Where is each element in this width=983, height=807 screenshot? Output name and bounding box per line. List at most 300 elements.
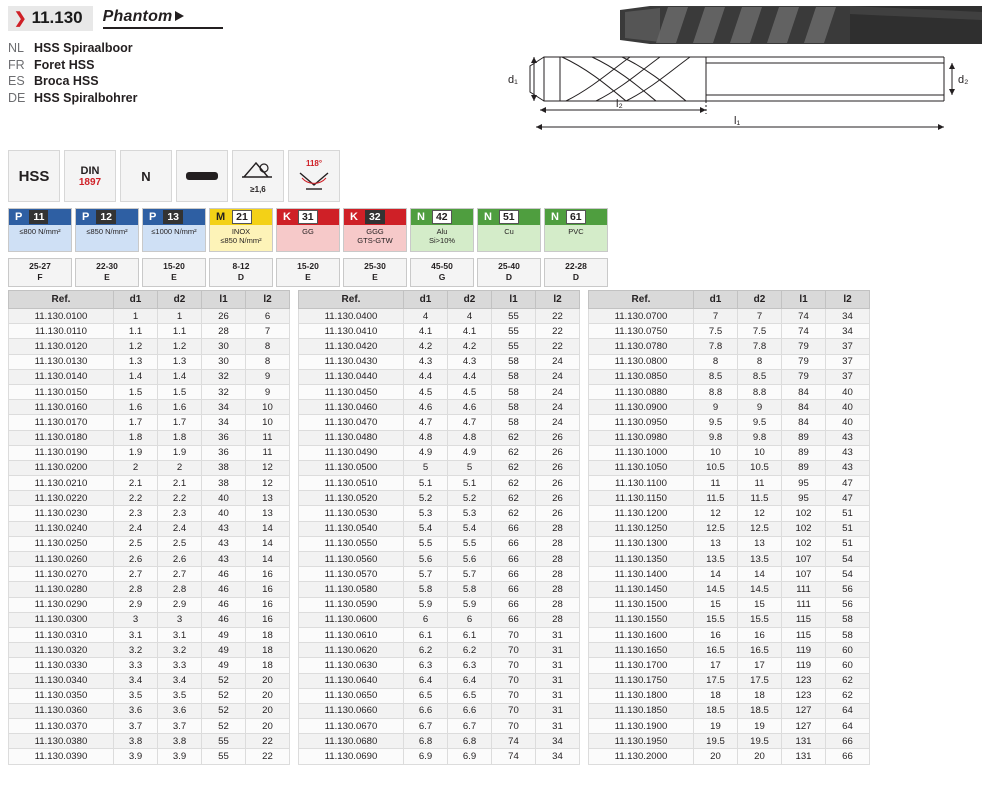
- table-row[interactable]: [589, 400, 870, 415]
- cell-d1: 14: [694, 567, 738, 582]
- cell-d2: 8: [738, 354, 782, 369]
- material-top: [344, 209, 406, 225]
- table-row[interactable]: [9, 673, 290, 688]
- cell-l2: 11: [246, 430, 290, 445]
- cell-d2: 3.8: [158, 734, 202, 749]
- cell-l1: 70: [492, 688, 536, 703]
- table-row[interactable]: [9, 430, 290, 445]
- table-row[interactable]: [9, 749, 290, 764]
- cell-l2: 16: [246, 597, 290, 612]
- cell-l1: 119: [782, 643, 826, 658]
- material-letter: P: [82, 211, 90, 223]
- cell-d2: 2: [158, 460, 202, 475]
- table-row[interactable]: [299, 688, 580, 703]
- table-row[interactable]: [589, 658, 870, 673]
- cell-d1: 19.5: [694, 734, 738, 749]
- cell-l2: 6: [246, 309, 290, 324]
- cell-ref: 11.130.0360: [9, 703, 114, 718]
- cell-l2: 28: [536, 521, 580, 536]
- cell-l1: 34: [202, 400, 246, 415]
- table-row[interactable]: [9, 384, 290, 399]
- cell-l1: 38: [202, 460, 246, 475]
- cell-d1: 8.8: [694, 384, 738, 399]
- cell-d2: 5.8: [448, 582, 492, 597]
- table-row[interactable]: [299, 749, 580, 764]
- cell-ref: 11.130.0320: [9, 643, 114, 658]
- cell-l1: 70: [492, 643, 536, 658]
- cell-ref: 11.130.1250: [589, 521, 694, 536]
- table-header-row: [299, 291, 580, 309]
- table-row[interactable]: [589, 339, 870, 354]
- table-row[interactable]: [9, 627, 290, 642]
- cell-l1: 74: [782, 309, 826, 324]
- table-row[interactable]: [589, 749, 870, 764]
- material-letter: N: [484, 211, 492, 223]
- cell-d2: 4.5: [448, 384, 492, 399]
- speed-letter: F: [37, 272, 43, 282]
- din-icon-label: DIN: [80, 164, 100, 177]
- material-line2: GTS-GTW: [357, 236, 393, 245]
- cell-d1: 6.9: [404, 749, 448, 764]
- cell-d1: 2.6: [114, 552, 158, 567]
- cell-d1: 11.5: [694, 491, 738, 506]
- cell-l2: 37: [826, 354, 870, 369]
- cell-d1: 1.1: [114, 324, 158, 339]
- table-row[interactable]: [589, 354, 870, 369]
- table-row[interactable]: [299, 536, 580, 551]
- product-code-badge: [8, 6, 93, 31]
- cell-ref: 11.130.0250: [9, 536, 114, 551]
- cell-l1: 34: [202, 415, 246, 430]
- table-row[interactable]: [589, 369, 870, 384]
- cell-ref: 11.130.0620: [299, 643, 404, 658]
- table-row[interactable]: [299, 597, 580, 612]
- column-header-l2: l2: [246, 291, 290, 309]
- cell-d1: 5.4: [404, 521, 448, 536]
- cell-d1: 6.6: [404, 703, 448, 718]
- cell-l2: 54: [826, 567, 870, 582]
- table-row[interactable]: [589, 673, 870, 688]
- cell-ref: 11.130.1600: [589, 627, 694, 642]
- column-header-d1: d1: [114, 291, 158, 309]
- cell-l1: 46: [202, 567, 246, 582]
- table-row[interactable]: [9, 324, 290, 339]
- table-row[interactable]: [299, 582, 580, 597]
- table-row[interactable]: [299, 491, 580, 506]
- cell-l2: 24: [536, 369, 580, 384]
- cell-d2: 16.5: [738, 643, 782, 658]
- table-row[interactable]: [9, 536, 290, 551]
- cell-d2: 4.2: [448, 339, 492, 354]
- cell-d2: 4.3: [448, 354, 492, 369]
- table-row[interactable]: [9, 703, 290, 718]
- cell-ref: 11.130.0560: [299, 552, 404, 567]
- table-row[interactable]: [9, 597, 290, 612]
- speed-cell: [544, 258, 608, 287]
- column-header-ref: Ref.: [299, 291, 404, 309]
- cell-ref: 11.130.0600: [299, 612, 404, 627]
- material-letter: N: [417, 211, 425, 223]
- table-row[interactable]: [299, 324, 580, 339]
- table-row[interactable]: [589, 415, 870, 430]
- cell-l2: 26: [536, 506, 580, 521]
- cell-l1: 74: [782, 324, 826, 339]
- cell-ref: 11.130.0450: [299, 384, 404, 399]
- table-row[interactable]: [9, 339, 290, 354]
- table-row[interactable]: [299, 673, 580, 688]
- cell-d1: 16: [694, 627, 738, 642]
- brand-underline: [103, 27, 223, 29]
- cell-d2: 14.5: [738, 582, 782, 597]
- cell-l2: 20: [246, 703, 290, 718]
- material-group: [544, 208, 608, 252]
- table-row[interactable]: [9, 658, 290, 673]
- cell-d2: 12: [738, 506, 782, 521]
- cell-ref: 11.130.0550: [299, 536, 404, 551]
- cell-ref: 11.130.0160: [9, 400, 114, 415]
- cell-l2: 54: [826, 552, 870, 567]
- cell-l1: 32: [202, 384, 246, 399]
- material-line1: ≤1000 N/mm²: [151, 227, 197, 236]
- cell-ref: 11.130.0110: [9, 324, 114, 339]
- cell-d1: 3.5: [114, 688, 158, 703]
- speed-letter: E: [104, 272, 110, 282]
- cell-d1: 4: [404, 309, 448, 324]
- material-body: [277, 225, 339, 251]
- cell-l2: 22: [536, 339, 580, 354]
- table-row[interactable]: [299, 612, 580, 627]
- table-row[interactable]: [299, 400, 580, 415]
- cell-ref: 11.130.1900: [589, 719, 694, 734]
- table-row[interactable]: [299, 415, 580, 430]
- column-header-l2: l2: [826, 291, 870, 309]
- cell-ref: 11.130.1650: [589, 643, 694, 658]
- cell-d2: 2.5: [158, 536, 202, 551]
- cell-l2: 31: [536, 658, 580, 673]
- table-row[interactable]: [299, 476, 580, 491]
- speed-letter: E: [171, 272, 177, 282]
- cell-ref: 11.130.0430: [299, 354, 404, 369]
- cell-ref: 11.130.1100: [589, 476, 694, 491]
- cell-d2: 2.1: [158, 476, 202, 491]
- table-row[interactable]: [589, 506, 870, 521]
- table-row[interactable]: [589, 703, 870, 718]
- hss-icon: [8, 150, 60, 202]
- table-row[interactable]: [299, 658, 580, 673]
- cell-l1: 70: [492, 719, 536, 734]
- material-body: [210, 225, 272, 251]
- cell-l2: 60: [826, 643, 870, 658]
- cell-l1: 55: [202, 749, 246, 764]
- table-row[interactable]: [299, 719, 580, 734]
- table-row[interactable]: [9, 612, 290, 627]
- cell-d1: 4.6: [404, 400, 448, 415]
- column-header-d1: d1: [694, 291, 738, 309]
- brand-row: [103, 8, 223, 26]
- cell-ref: 11.130.0340: [9, 673, 114, 688]
- cell-l2: 24: [536, 415, 580, 430]
- cell-d1: 6.8: [404, 734, 448, 749]
- product-code: 11.130: [31, 8, 83, 27]
- cell-d2: 5.6: [448, 552, 492, 567]
- speed-letter: E: [305, 272, 311, 282]
- cell-ref: 11.130.1150: [589, 491, 694, 506]
- cell-l1: 119: [782, 658, 826, 673]
- cell-d2: 18: [738, 688, 782, 703]
- cell-l2: 66: [826, 734, 870, 749]
- lang-label: Broca HSS: [34, 74, 99, 88]
- cell-ref: 11.130.1050: [589, 460, 694, 475]
- cell-l2: 10: [246, 415, 290, 430]
- cell-d2: 8.8: [738, 384, 782, 399]
- cell-ref: 11.130.0520: [299, 491, 404, 506]
- cell-l1: 111: [782, 582, 826, 597]
- table-row[interactable]: [9, 688, 290, 703]
- cell-l2: 56: [826, 582, 870, 597]
- table-row[interactable]: [299, 445, 580, 460]
- cell-ref: 11.130.1850: [589, 703, 694, 718]
- cell-d1: 20: [694, 749, 738, 764]
- cell-l2: 43: [826, 430, 870, 445]
- cell-l1: 49: [202, 643, 246, 658]
- table-row[interactable]: [9, 369, 290, 384]
- cell-l2: 40: [826, 415, 870, 430]
- table-row[interactable]: [589, 612, 870, 627]
- material-number: 61: [566, 210, 586, 224]
- cell-d2: 1.7: [158, 415, 202, 430]
- table-row[interactable]: [9, 309, 290, 324]
- cell-ref: 11.130.1400: [589, 567, 694, 582]
- cell-ref: 11.130.1800: [589, 688, 694, 703]
- cell-d1: 9: [694, 400, 738, 415]
- cell-l1: 115: [782, 612, 826, 627]
- material-top: [545, 209, 607, 225]
- cell-l2: 64: [826, 703, 870, 718]
- table-row[interactable]: [589, 430, 870, 445]
- cell-d2: 13.5: [738, 552, 782, 567]
- table-row[interactable]: [589, 445, 870, 460]
- table-row[interactable]: [299, 734, 580, 749]
- table-row[interactable]: [589, 643, 870, 658]
- table-row[interactable]: [299, 369, 580, 384]
- cell-l1: 40: [202, 491, 246, 506]
- cell-l2: 28: [536, 536, 580, 551]
- cell-d2: 5: [448, 460, 492, 475]
- cell-l2: 20: [246, 719, 290, 734]
- cell-ref: 11.130.0280: [9, 582, 114, 597]
- cell-d2: 6.8: [448, 734, 492, 749]
- cell-ref: 11.130.0420: [299, 339, 404, 354]
- cell-d2: 4.8: [448, 430, 492, 445]
- material-line2: ≤850 N/mm²: [220, 236, 262, 245]
- cell-ref: 11.130.0700: [589, 309, 694, 324]
- table-row[interactable]: [9, 445, 290, 460]
- speed-letter: E: [372, 272, 378, 282]
- cell-d1: 9.8: [694, 430, 738, 445]
- cell-l1: 55: [202, 734, 246, 749]
- table-row[interactable]: [589, 521, 870, 536]
- cell-d1: 5.8: [404, 582, 448, 597]
- table-row[interactable]: [589, 552, 870, 567]
- table-row[interactable]: [9, 506, 290, 521]
- table-row[interactable]: [9, 476, 290, 491]
- cell-l1: 95: [782, 491, 826, 506]
- table-row[interactable]: [589, 309, 870, 324]
- cell-d1: 15: [694, 597, 738, 612]
- table-row[interactable]: [9, 521, 290, 536]
- table-row[interactable]: [299, 384, 580, 399]
- cell-d2: 10.5: [738, 460, 782, 475]
- cell-ref: 11.130.0410: [299, 324, 404, 339]
- table-row[interactable]: [9, 354, 290, 369]
- table-row[interactable]: [9, 400, 290, 415]
- cell-ref: 11.130.0480: [299, 430, 404, 445]
- cell-ref: 11.130.0540: [299, 521, 404, 536]
- material-number: 13: [163, 210, 183, 224]
- product-table-1: [8, 290, 290, 765]
- cell-l2: 24: [536, 400, 580, 415]
- table-row[interactable]: [589, 384, 870, 399]
- cell-l2: 11: [246, 445, 290, 460]
- cell-d2: 11.5: [738, 491, 782, 506]
- cell-l1: 70: [492, 673, 536, 688]
- cell-l2: 56: [826, 597, 870, 612]
- table-row[interactable]: [299, 552, 580, 567]
- cell-d1: 1: [114, 309, 158, 324]
- table-row[interactable]: [9, 643, 290, 658]
- cell-d1: 7.8: [694, 339, 738, 354]
- table-row[interactable]: [299, 339, 580, 354]
- table-row[interactable]: [589, 324, 870, 339]
- cell-d2: 19.5: [738, 734, 782, 749]
- table-row[interactable]: [9, 460, 290, 475]
- table-row[interactable]: [299, 430, 580, 445]
- table-row[interactable]: [299, 567, 580, 582]
- material-number: 32: [365, 210, 385, 224]
- table-row[interactable]: [589, 491, 870, 506]
- cell-d2: 5.7: [448, 567, 492, 582]
- table-row[interactable]: [589, 536, 870, 551]
- speed-value: 15-20: [163, 261, 185, 271]
- cell-l2: 34: [826, 324, 870, 339]
- cell-l1: 49: [202, 658, 246, 673]
- cell-d1: 2.2: [114, 491, 158, 506]
- cell-d1: 15.5: [694, 612, 738, 627]
- table-header-row: [589, 291, 870, 309]
- cell-ref: 11.130.0270: [9, 567, 114, 582]
- table-row[interactable]: [299, 354, 580, 369]
- cell-l1: 62: [492, 491, 536, 506]
- cell-d1: 2: [114, 460, 158, 475]
- table-row[interactable]: [299, 460, 580, 475]
- table-row[interactable]: [9, 582, 290, 597]
- speed-cell: [209, 258, 273, 287]
- cell-l2: 26: [536, 445, 580, 460]
- cell-l1: 52: [202, 673, 246, 688]
- cell-l2: 16: [246, 612, 290, 627]
- cell-l2: 51: [826, 536, 870, 551]
- table-row[interactable]: [589, 688, 870, 703]
- table-row[interactable]: [589, 582, 870, 597]
- cell-d2: 11: [738, 476, 782, 491]
- cell-d1: 17: [694, 658, 738, 673]
- table-row[interactable]: [589, 719, 870, 734]
- cell-l1: 55: [492, 309, 536, 324]
- table-row[interactable]: [9, 552, 290, 567]
- cell-ref: 11.130.0240: [9, 521, 114, 536]
- material-group-row: [8, 208, 608, 252]
- table-row[interactable]: [9, 491, 290, 506]
- speed-value: 45-50: [431, 261, 453, 271]
- cell-ref: 11.130.0140: [9, 369, 114, 384]
- column-header-l1: l1: [202, 291, 246, 309]
- table-row[interactable]: [589, 476, 870, 491]
- table-row[interactable]: [589, 627, 870, 642]
- cell-l1: 52: [202, 719, 246, 734]
- table-row[interactable]: [9, 567, 290, 582]
- cell-ref: 11.130.1750: [589, 673, 694, 688]
- cell-ref: 11.130.0610: [299, 627, 404, 642]
- cell-l1: 30: [202, 354, 246, 369]
- table-row[interactable]: [9, 719, 290, 734]
- table-row[interactable]: [589, 597, 870, 612]
- cell-l1: 36: [202, 445, 246, 460]
- cell-d1: 1.5: [114, 384, 158, 399]
- lang-code: ES: [8, 74, 25, 88]
- table-row[interactable]: [589, 460, 870, 475]
- cell-d2: 1.3: [158, 354, 202, 369]
- cell-d2: 12.5: [738, 521, 782, 536]
- table-row[interactable]: [299, 521, 580, 536]
- cell-d1: 2.9: [114, 597, 158, 612]
- cell-d2: 9.8: [738, 430, 782, 445]
- table-row[interactable]: [299, 643, 580, 658]
- cell-d1: 14.5: [694, 582, 738, 597]
- table-row[interactable]: [589, 734, 870, 749]
- technical-drawing: [500, 0, 983, 140]
- cell-ref: 11.130.0120: [9, 339, 114, 354]
- cell-ref: 11.130.0180: [9, 430, 114, 445]
- cell-d1: 11: [694, 476, 738, 491]
- table-row[interactable]: [589, 567, 870, 582]
- cell-l2: 9: [246, 369, 290, 384]
- table-row[interactable]: [299, 627, 580, 642]
- cell-l2: 20: [246, 688, 290, 703]
- cell-ref: 11.130.0580: [299, 582, 404, 597]
- cell-d1: 3: [114, 612, 158, 627]
- table-row[interactable]: [299, 703, 580, 718]
- table-row[interactable]: [9, 415, 290, 430]
- cell-ref: 11.130.1350: [589, 552, 694, 567]
- cell-d2: 4: [448, 309, 492, 324]
- material-group: [8, 208, 72, 252]
- point-angle-icon: [288, 150, 340, 202]
- cell-l1: 43: [202, 536, 246, 551]
- cell-l1: 30: [202, 339, 246, 354]
- material-body: [143, 225, 205, 251]
- cell-d2: 1.6: [158, 400, 202, 415]
- cell-ref: 11.130.0350: [9, 688, 114, 703]
- cell-ref: 11.130.0460: [299, 400, 404, 415]
- table-row[interactable]: [299, 309, 580, 324]
- table-row[interactable]: [299, 506, 580, 521]
- cell-l1: 111: [782, 597, 826, 612]
- cell-ref: 11.130.0800: [589, 354, 694, 369]
- cell-l2: 34: [536, 734, 580, 749]
- cell-d2: 3.5: [158, 688, 202, 703]
- cell-l1: 102: [782, 506, 826, 521]
- table-row[interactable]: [9, 734, 290, 749]
